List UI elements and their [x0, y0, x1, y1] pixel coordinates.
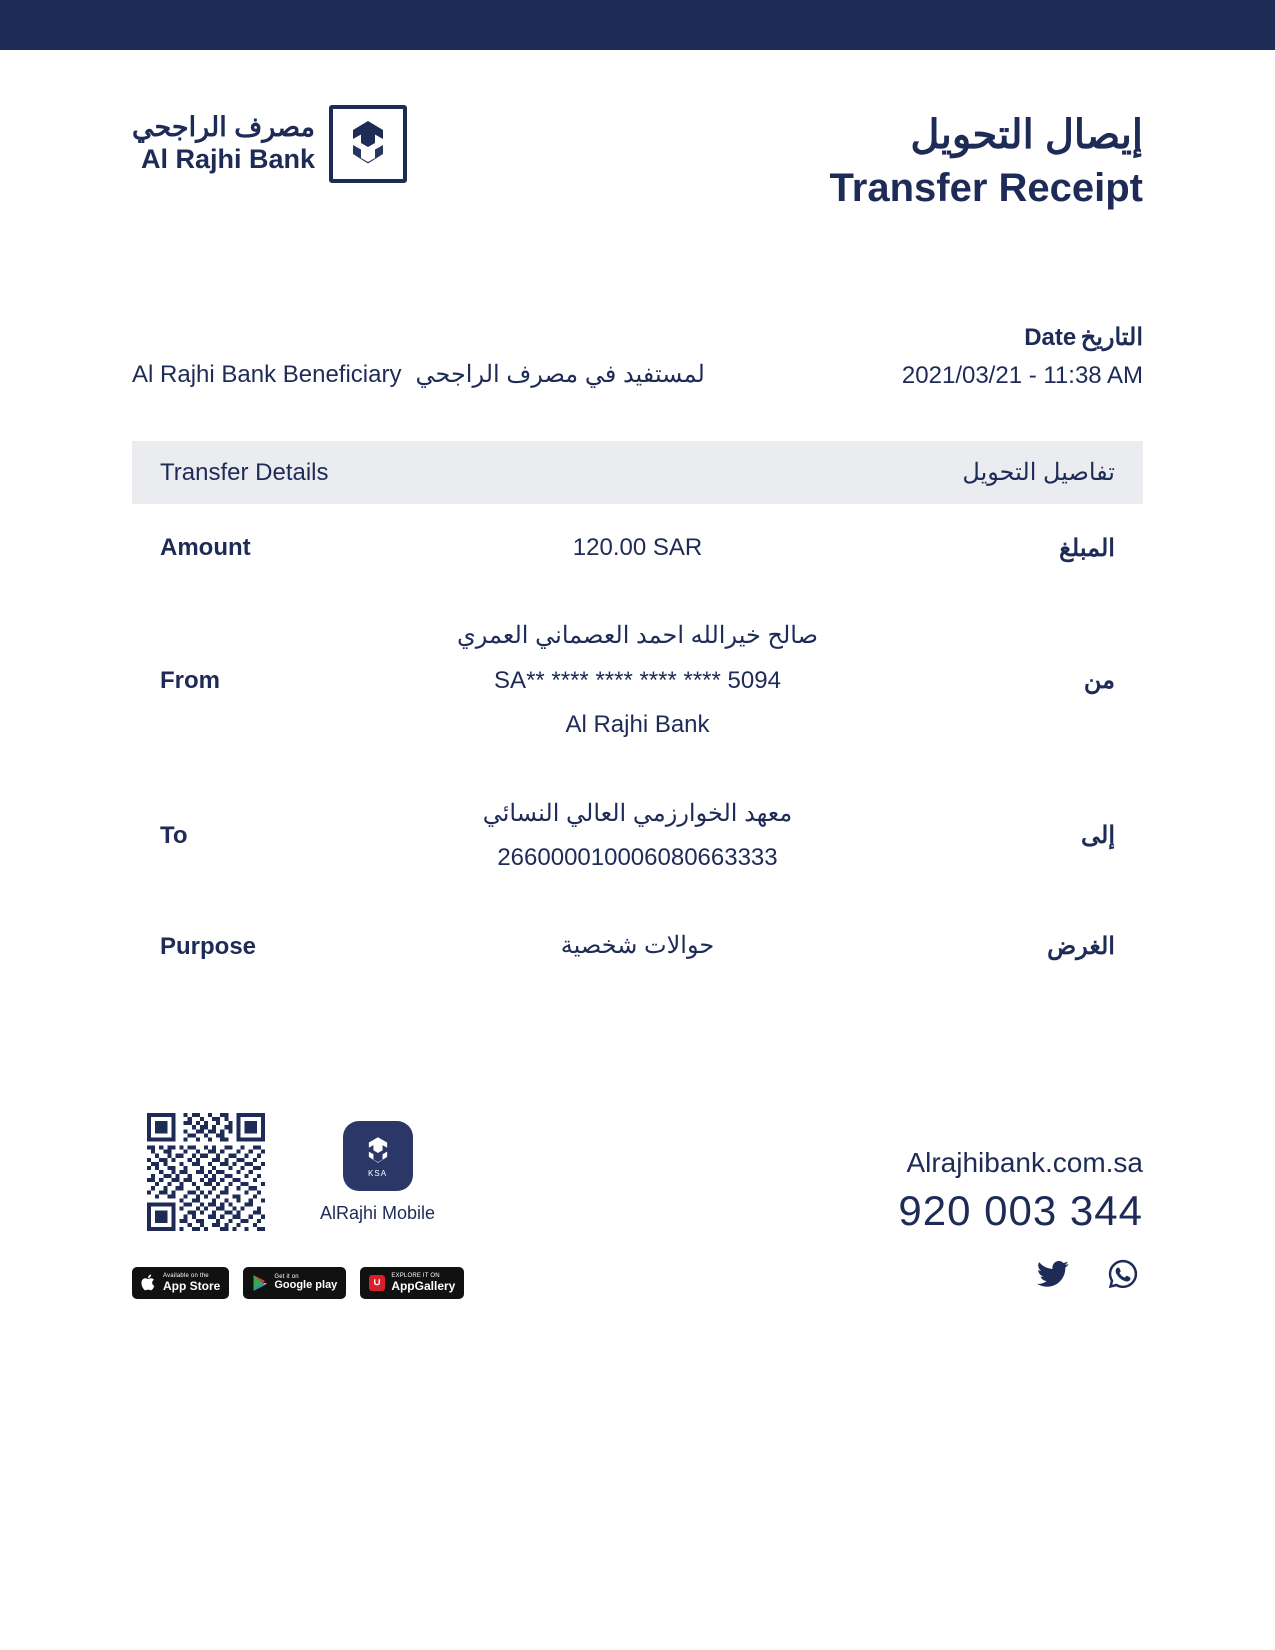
receipt-header — [132, 50, 1143, 215]
social-links — [898, 1257, 1143, 1291]
row-label-english: Amount — [160, 534, 251, 562]
mobile-app-block — [320, 1113, 435, 1224]
footer-right — [898, 1113, 1143, 1291]
beneficiary-group — [132, 360, 705, 389]
row-label-arabic: الغرض — [1047, 933, 1115, 961]
appgallery-icon — [369, 1275, 385, 1291]
row-value-line: SA** **** **** **** **** 5094 — [494, 666, 781, 694]
whatsapp-icon[interactable] — [1103, 1257, 1143, 1291]
row-value-line: Al Rajhi Bank — [565, 711, 710, 739]
google-play-icon — [252, 1274, 268, 1292]
row-value-line: صالح خيرالله احمد العصماني العمري — [457, 622, 818, 650]
website-link[interactable]: Alrajhibank.com.sa — [906, 1146, 1143, 1178]
table-header-english: Transfer Details — [160, 458, 329, 486]
row-value-line: معهد الخوارزمي العالي النسائي — [482, 799, 793, 827]
beneficiary-english: Al Rajhi Bank Beneficiary — [132, 361, 402, 388]
appgallery-badge-top: EXPLORE IT ON — [391, 1273, 440, 1280]
qr-code-icon — [132, 1113, 280, 1231]
bank-logo — [132, 105, 407, 183]
table-row — [132, 592, 1143, 769]
appgallery-badge[interactable] — [360, 1267, 464, 1299]
beneficiary-arabic: لمستفيد في مصرف الراجحي — [415, 361, 705, 388]
footer-left — [132, 1113, 464, 1299]
table-header-arabic: تفاصيل التحويل — [962, 459, 1115, 486]
receipt-content — [0, 50, 1275, 1299]
contact-phone: 920 003 344 — [898, 1186, 1143, 1234]
app-caption: AlRajhi Mobile — [320, 1202, 436, 1223]
row-label-arabic: إلى — [1081, 822, 1115, 850]
store-badges — [132, 1267, 464, 1299]
alrajhi-mobile-app-icon[interactable] — [343, 1121, 413, 1191]
bank-name-english: Al Rajhi Bank — [140, 144, 316, 174]
date-label-arabic: التاريخ — [1080, 324, 1143, 351]
row-label-english: From — [160, 666, 220, 694]
table-row — [132, 504, 1143, 592]
bank-logo-mark-icon — [329, 105, 407, 183]
row-value-line: 120.00 SAR — [572, 534, 703, 561]
app-icon-badge-label: KSA — [368, 1168, 388, 1178]
date-label-english: Date — [1024, 324, 1077, 351]
bank-logo-text — [132, 112, 315, 176]
date-label-group — [132, 323, 1143, 352]
row-value-line: حوالات شخصية — [560, 932, 715, 960]
app-store-badge-top: Available on the — [163, 1273, 209, 1280]
row-value — [408, 614, 866, 747]
receipt-footer — [132, 1113, 1143, 1299]
google-play-badge-name: Google play — [274, 1279, 338, 1292]
app-store-badge[interactable] — [132, 1267, 229, 1299]
apple-icon — [141, 1273, 157, 1292]
transfer-details-table — [132, 441, 1143, 991]
top-accent-bar — [0, 0, 1275, 50]
row-label-arabic: من — [1083, 667, 1115, 695]
table-row — [132, 770, 1143, 903]
qr-and-app — [132, 1113, 464, 1231]
page-title-arabic: إيصال التحويل — [910, 113, 1143, 157]
page-title-english: Transfer Receipt — [829, 166, 1143, 210]
date-value: 2021/03/21 - 11:38 AM — [901, 362, 1143, 389]
row-label-english: To — [160, 821, 188, 849]
row-value — [408, 526, 866, 570]
google-play-badge-top: Get it on — [274, 1273, 299, 1280]
page-title — [830, 105, 1143, 215]
row-value — [408, 924, 866, 968]
table-row — [132, 902, 1143, 990]
bank-name-arabic: مصرف الراجحي — [132, 112, 316, 143]
row-value — [408, 792, 866, 881]
row-value-line: 266000010006080663333 — [497, 843, 778, 871]
twitter-icon[interactable] — [1033, 1257, 1073, 1291]
row-label-arabic: المبلغ — [1059, 534, 1115, 562]
table-header — [132, 441, 1143, 504]
google-play-badge[interactable] — [243, 1267, 346, 1299]
appgallery-badge-name: AppGallery — [391, 1278, 456, 1293]
row-label-english: Purpose — [160, 932, 257, 960]
app-store-badge-name: App Store — [163, 1278, 221, 1293]
